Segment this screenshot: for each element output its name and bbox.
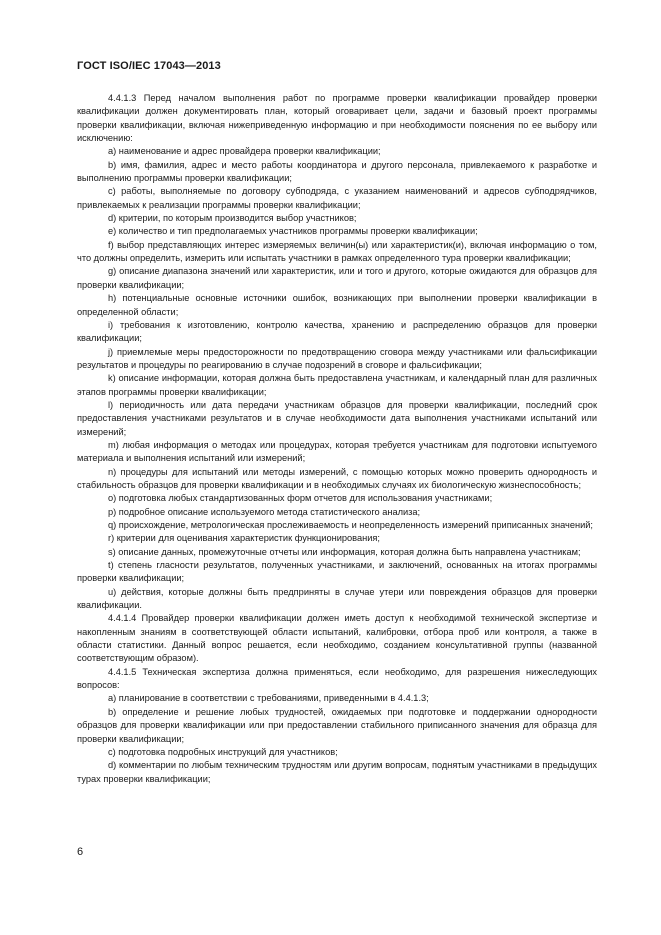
- list-item-t: t) степень гласности результатов, полученных участниками, и заключений, основанных на итогах программы проверки квалификации;: [77, 560, 597, 584]
- document-header: ГОСТ ISO/IEC 17043—2013: [77, 60, 221, 72]
- list-item-l: l) периодичность или дата передачи участникам образцов для проверки квалификации, последний срок предоставления участниками результатов и в случае необходимости дата выполнения участниками испытаний или измерений;: [77, 399, 597, 437]
- list-item-h: h) потенциальные основные источники ошибок, возникающих при выполнении проверки квалификации в определенной области;: [77, 293, 597, 317]
- list-item-n: n) процедуры для испытаний или методы измерений, с помощью которых можно проверить однородность и стабильность образцов для проверки квалификации и в необходимых случаях их биологическую жизнеспособность;: [77, 466, 597, 490]
- list-item-b: b) имя, фамилия, адрес и место работы координатора и другого персонала, привлекаемого к разработке и выполнению программы проверки квалификации;: [77, 159, 597, 184]
- list-item-a-2: a) планирование в соответствии с требованиями, приведенными в 4.4.1.3;: [108, 693, 429, 704]
- list-item-u: u) действия, которые должны быть предприняты в случае утери или повреждения образцов для проверки квалификации.: [77, 586, 597, 611]
- list-item-o: o) подготовка любых стандартизованных форм отчетов для использования участниками;: [108, 493, 493, 504]
- list-item-f: f) выбор представляющих интерес измеряемых величин(ы) или характеристик(и), включая информацию о том, что должны определить, измерить или испытать участники в рамках определенного тура проверки квалификации;: [77, 239, 597, 264]
- list-item-k: k) описание информации, которая должна быть предоставлена участникам, и календарный план для различных этапов программы проверки квалификации;: [77, 373, 597, 397]
- list-item-j: j) приемлемые меры предосторожности по предотвращению сговора между участниками или фальсификации результатов и процедуры по реагированию в случае подозрений в сговоре и фальсификации;: [77, 346, 597, 370]
- list-item-c-2: c) подготовка подробных инструкций для участников;: [108, 746, 338, 757]
- document-body: [77, 92, 597, 786]
- paragraph-4-4-1-5: 4.4.1.5 Техническая экспертиза должна применяться, если необходимо, для разрешения нижеследующих вопросов:: [77, 666, 597, 691]
- list-item-a: a) наименование и адрес провайдера проверки квалификации;: [108, 146, 381, 157]
- list-item-e: e) количество и тип предполагаемых участников программы проверки квалификации;: [108, 226, 478, 237]
- paragraph-4-4-1-4: 4.4.1.4 Провайдер проверки квалификации должен иметь доступ к необходимой технической экспертизе и накопленным знаниям в соответствующей области испытаний, калибровки, отбора проб или контроля, а также в области статистики. Данный вопрос решается, если необходимо, созданием консультативной группы (названной соответствующим образом).: [77, 613, 597, 664]
- list-item-q: q) происхождение, метрологическая прослеживаемость и неопределенность измерений приписанных значений;: [108, 520, 593, 530]
- list-item-r: r) критерии для оценивания характеристик функционирования;: [108, 533, 380, 544]
- list-item-s: s) описание данных, промежуточные отчеты или информация, которая должна быть направлена участникам;: [108, 546, 581, 557]
- list-item-i: i) требования к изготовлению, контролю качества, хранению и распределению образцов для проверки квалификации;: [77, 319, 597, 344]
- list-item-d: d) критерии, по которым производится выбор участников;: [108, 213, 357, 224]
- list-item-c: c) работы, выполняемые по договору субподряда, с указанием наименований и адресов субподрядчиков, привлекаемых к реализации программы проверки квалификации;: [77, 186, 597, 210]
- list-item-p: p) подробное описание используемого метода статистического анализа;: [108, 506, 421, 517]
- page-number: 6: [77, 846, 84, 858]
- list-item-g: g) описание диапазона значений или характеристик, или и того и другого, которые ожидаются для образцов для проверки квалификации;: [77, 266, 597, 290]
- list-item-b-2: b) определение и решение любых трудностей, ожидаемых при подготовке и поддержании однородности образцов для проверки квалификации или при предоставлении стабильного приписанного значения для образца для проверки квалификации;: [77, 706, 597, 744]
- list-item-d-2: d) комментарии по любым техническим трудностям или другим вопросам, поднятым участниками в предыдущих турах проверки квалификации;: [77, 760, 597, 784]
- list-item-m: m) любая информация о методах или процедурах, которая требуется участникам для подготовки испытуемого материала и выполнения испытаний или измерений;: [77, 439, 597, 464]
- paragraph-4-4-1-3: 4.4.1.3 Перед началом выполнения работ по программе проверки квалификации провайдер проверки квалификации должен документировать план, который оговаривает цели, задачи и базовый проект программы проверки квалификации, включая нижеприведенную информацию и при необходимости пояснения по ее выбору или исключению:: [77, 93, 597, 144]
